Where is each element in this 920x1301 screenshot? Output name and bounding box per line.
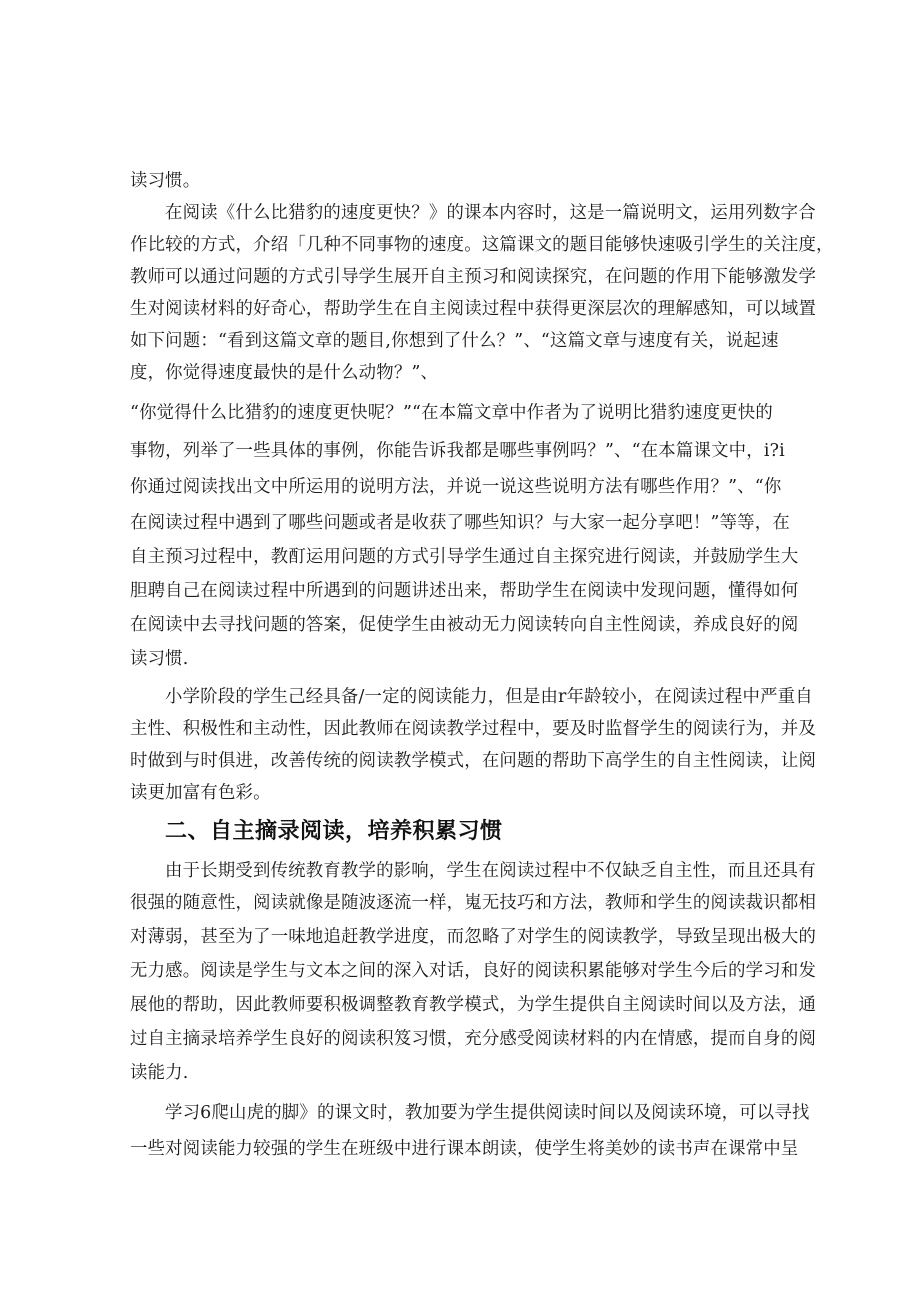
text-line: “你觉得什么比猎豹的速度更快呢？”“在本篇文章中作者为了说明比猎豹速度更快的 [130,403,773,423]
text-line: 对薄弱，甚至为了一味地追赶教学进度，而忽略了对学生的阅读教学，导致呈现出极大的 [130,927,817,947]
text-line: 事物，列举了一些具体的事例，你能告诉我都是哪些事例吗？”、“在本篇课文中，i?i [130,441,785,461]
text-line: 你通过阅读找出文中所运用的说明方法，并说一说这些说明方法有哪些作用？”、“你 [130,477,782,497]
paragraph-start: 由于长期受到传统教育教学的影响，学生在阅读过程中不仅缺乏自主性，而且还具有 [165,861,816,881]
text-line: 很强的随意性，阅读就像是随波逐流一样，嵬无技巧和方法，教师和学生的阅读裁识都相 [130,893,817,913]
text-line: 展他的帮助，因此教师要积极调整教育教学模式，为学生提供自主阅读时间以及方法，通 [130,995,817,1015]
text-line: 一些对阅读能力较强的学生在班级中进行课本朗读，使学生将美妙的读书声在课常中呈 [130,1139,799,1159]
text-line: 过自主摘录培养学生良好的阅读积笈习惯，充分感受阅读材料的内在情感，提而自身的阅 [130,1029,817,1049]
text-line: 胆聘自己在阅读过程中所遇到的问题讲述出来，帮助学生在阅读中发现问题，懂得如何 [130,581,799,601]
text-line: 读更加富有色彩。 [130,783,271,803]
paragraph-start: 学习6爬山虎的脚》的课文时，教加要为学生提供阅读时间以及阅读环境，可以寻找 [165,1103,810,1123]
text-line: 教师可以通过问题的方式引导学生展开自主预习和阅读探究，在问题的作用下能够激发学 [130,267,817,287]
section-heading: 二、自主摘录阅读，培养积累习惯 [165,819,503,844]
text-line: 时做到与时俱进，改善传统的阅读教学模式，在问题的帮助下高学生的自主性阅读，让阅 [130,751,817,771]
paragraph-start: 在阅读《什么比猎豹的速度更快？》的课本内容时，这是一篇说明文，运用列数字合 [165,203,816,223]
paragraph-start: 小学阶段的学生己经具备/一定的阅读能力，但是由r年龄较小，在阅读过程中严重自 [165,687,813,707]
text-line: 在阅读过程中遇到了哪些问题或者是收获了哪些知识？与大家一起分享吧！”等等，在 [130,513,790,533]
text-line: 在阅读中去寻找问题的答案，促使学生由被动无力阅读转向自主性阅读，养成良好的阅 [130,615,799,635]
text-line: 自主预习过程中，教酊运用问题的方式引导学生通过自主探究进行阅读，并鼓励学生大 [130,547,799,567]
text-line: 读能力. [130,1063,189,1083]
text-line: 读习惯. [130,649,189,669]
text-line: 如下问题：“看到这篇文章的题目,你想到了什么？”、“这篇文章与速度有关，说起速 [130,331,779,351]
text-line: 无力感。阅读是学生与文本之间的深入对话，良好的阅读积累能够对学生今后的学习和发 [130,961,817,981]
text-line: 作比较的方式，介绍「几种不同事物的速度。这篇课文的题目能够快速吸引学生的关注度， [130,235,834,255]
text-line: 生对阅读材料的好奇心，帮助学生在自主阅读过程中获得更深层次的理解感知，可以域置 [130,299,817,319]
text-line: 主性、积极性和主动性，因此教师在阅读教学过程中，要及时监督学生的阅读行为，并及 [130,719,817,739]
text-line: 度，你觉得速度最快的是什么动物？”、 [130,363,439,383]
text-line: 读习惯。 [130,171,201,191]
